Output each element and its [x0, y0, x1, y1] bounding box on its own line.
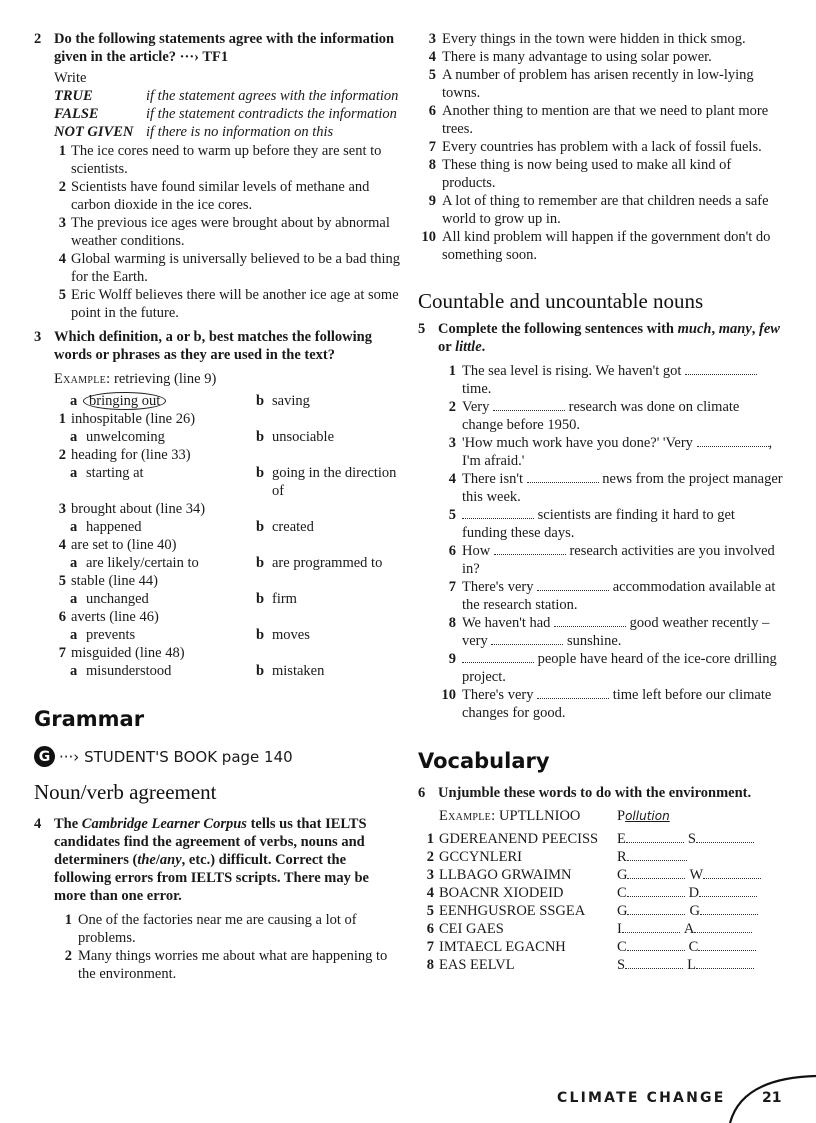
option-a: a are likely/certain to — [70, 555, 199, 571]
statement-item: 2 Scientists have found similar levels of methane and carbon dioxide in the ice cores. — [58, 179, 370, 213]
students-book-reference: G ···› STUDENT'S BOOK page 140 — [34, 746, 404, 767]
q4-prompt-text: The Cambridge Learner Corpus tells us that IELTS candidates find the agreement of verbs, nouns and determiners (the/any, etc.) difficult. Correct the following errors from IELTS scripts. There may be more than one error. — [54, 816, 369, 904]
fill-in-sentence: 7 There's very accommodation available at the research station. — [448, 579, 776, 613]
answer-blank — [494, 542, 566, 555]
answer-blank — [699, 884, 757, 897]
circled-answer: bringing out — [83, 392, 166, 410]
answer-blank — [627, 938, 685, 951]
answer-blanks: C C — [617, 938, 783, 956]
jumbled-word-item: 1 GDEREANEND PEECISS E S — [422, 830, 783, 848]
answer-blank — [537, 686, 609, 699]
answer-blanks: C D — [617, 884, 783, 902]
definition-item: 6 averts (line 46) a prevents b moves — [54, 608, 404, 644]
definition-term: TRUE — [54, 88, 93, 104]
answer-blank — [554, 614, 626, 627]
answer-blanks: G G — [617, 902, 783, 920]
jumbled-word-item: 6 CEI GAES I A — [422, 920, 783, 938]
answer-blank — [697, 434, 769, 447]
q4-items-left — [34, 911, 404, 983]
jumbled-word-item: 8 EAS EELVL S L — [422, 956, 783, 974]
option-b: b moves — [256, 627, 310, 643]
answer-blank — [625, 956, 683, 969]
answer-blank — [694, 920, 752, 933]
error-sentence: 4 There is many advantage to using solar power. — [428, 49, 712, 65]
q2-prompt — [34, 30, 404, 66]
q3-prompt-text: Which definition, a or b, best matches the following words or phrases as they are used in the text? — [54, 329, 372, 363]
option-b: b are programmed to — [256, 555, 383, 571]
definition-item: 7 misguided (line 48) a misunderstood b mistaken — [54, 644, 404, 680]
q3-number: 3 — [34, 329, 42, 345]
error-sentence: 9 A lot of thing to remember are that children needs a safe world to grow up in. — [428, 193, 769, 227]
page-number: 21 — [762, 1090, 782, 1106]
fill-in-sentence: 10 There's very time left before our climate changes for good. — [441, 687, 772, 721]
statement-item: 1 The ice cores need to warm up before they are sent to scientists. — [58, 143, 382, 177]
answer-blank — [627, 848, 687, 861]
q6-prompt: 6 Unjumble these words to do with the environment. — [418, 785, 752, 801]
jumbled-word-item: 5 EENHGUSROE SSGEA G G — [422, 902, 783, 920]
fill-in-sentence: 2 Very research was done on climate change before 1950. — [448, 399, 740, 433]
definition-term: NOT GIVEN — [54, 124, 134, 140]
q6-example: Example: UPTLLNIOO Pollution — [418, 807, 783, 825]
answer-blank — [462, 506, 534, 519]
answer-blank — [493, 398, 565, 411]
option-a: a happened — [70, 519, 142, 535]
q3-example-options — [34, 392, 404, 410]
left-column — [34, 30, 404, 983]
fill-in-sentence: 6 How research activities are you involved in? — [448, 543, 775, 577]
fill-in-sentence: 1 The sea level is rising. We haven't got time. — [438, 362, 783, 398]
option-b: b unsociable — [256, 429, 335, 445]
answer-blank — [627, 866, 685, 879]
fill-in-sentence: 3 'How much work have you done?' 'Very , I'm afraid.' — [448, 435, 773, 469]
q2-definitions — [34, 87, 404, 141]
footer-chapter-title: CLIMATE CHANGE — [557, 1090, 726, 1106]
answer-blanks: G W — [617, 866, 783, 884]
option-a: a prevents — [70, 627, 136, 643]
answer-blanks: E S — [617, 830, 783, 848]
answer-blank — [622, 920, 680, 933]
jumbled-word-item: 7 IMTAECL EGACNH C C — [422, 938, 783, 956]
example-option-b: b saving — [256, 393, 310, 409]
answer-blank — [627, 884, 685, 897]
error-sentence: 3 Every things in the town were hidden in thick smog. — [428, 31, 746, 47]
definition-item: 1 inhospitable (line 26) a unwelcoming b unsociable — [54, 410, 404, 446]
q2-items — [34, 142, 404, 322]
jumbled-word-item: 2 GCCYNLERI R — [422, 848, 783, 866]
q4-items-right — [418, 30, 783, 264]
option-a: a starting at — [70, 465, 144, 481]
q2-prompt-text: Do the following statements agree with the information given in the article? ···› TF1 — [54, 31, 395, 65]
example-word: retrieving (line 9) — [114, 371, 217, 387]
vocabulary-heading: Vocabulary — [418, 749, 550, 773]
jumbled-word-item: 3 LLBAGO GRWAIMN G W — [422, 866, 783, 884]
answer-blank — [537, 578, 609, 591]
answer-blanks: I A — [617, 920, 783, 938]
answer-blank — [696, 830, 754, 843]
countable-heading: Countable and uncountable nouns — [418, 289, 704, 313]
noun-verb-heading: Noun/verb agreement — [34, 780, 217, 804]
q5-number: 5 — [418, 321, 426, 337]
example-label: Example: — [54, 371, 111, 387]
error-sentence: 2 Many things worries me about what are happening to the environment. — [64, 948, 388, 982]
q6-items — [418, 830, 783, 974]
option-b: b firm — [256, 591, 297, 607]
page-footer — [540, 1070, 816, 1123]
q2-number: 2 — [34, 31, 42, 47]
grammar-badge-icon: G — [34, 746, 55, 767]
fill-in-sentence: 4 There isn't news from the project manager this week. — [448, 471, 783, 505]
answer-blank — [462, 650, 534, 663]
statement-item: 3 The previous ice ages were brought about by abnormal weather conditions. — [58, 215, 390, 249]
error-sentence: 10 All kind problem will happen if the government don't do something soon. — [421, 229, 771, 263]
definition-item: 2 heading for (line 33) a starting at b going in the direction of — [54, 446, 404, 500]
answer-blank — [626, 830, 684, 843]
q5-prompt: 5 Complete the following sentences with much, many, few or little. — [418, 321, 780, 355]
example-option-a: a bringing out — [70, 392, 256, 410]
definition-text: if there is no information on this — [146, 124, 334, 140]
error-sentence: 8 These thing is now being used to make all kind of products. — [428, 157, 732, 191]
option-b: b created — [256, 519, 314, 535]
fill-in-sentence: 9 people have heard of the ice-core drilling project. — [448, 651, 777, 685]
error-sentence: 5 A number of problem has arisen recently in low-lying towns. — [428, 67, 754, 101]
answer-blank — [696, 956, 754, 969]
error-sentence: 6 Another thing to mention are that we need to plant more trees. — [428, 103, 769, 137]
right-column — [418, 30, 783, 974]
error-sentence: 1 One of the factories near me are causing a lot of problems. — [64, 912, 357, 946]
fill-in-sentence: 8 We haven't had good weather recently – very sunshine. — [448, 615, 770, 649]
fill-in-sentence: 5 scientists are finding it hard to get funding these days. — [448, 507, 735, 541]
answer-blank — [627, 902, 685, 915]
q3-prompt — [34, 328, 404, 364]
definition-item: 4 are set to (line 40) a are likely/certain to b are programmed to — [54, 536, 404, 572]
statement-item: 5 Eric Wolff believes there will be another ice age at some point in the future. — [58, 287, 399, 321]
option-a: a unchanged — [70, 591, 149, 607]
grammar-heading: Grammar — [34, 707, 145, 731]
q4-number: 4 — [34, 816, 42, 832]
answer-blank — [527, 470, 599, 483]
answer-blank — [685, 362, 757, 375]
definition-text: if the statement contradicts the information — [146, 106, 397, 122]
handwritten-answer: ollution — [625, 809, 670, 823]
statement-item: 4 Global warming is universally believed to be a bad thing for the Earth. — [58, 251, 400, 285]
jumbled-word-item: 4 BOACNR XIODEID C D — [422, 884, 783, 902]
definition-item: 3 brought about (line 34) a happened b created — [54, 500, 404, 536]
error-sentence: 7 Every countries has problem with a lack of fossil fuels. — [428, 139, 762, 155]
q2-write: Write — [54, 70, 87, 86]
definition-item: 5 stable (line 44) a unchanged b firm — [54, 572, 404, 608]
q5-items — [418, 362, 783, 722]
definition-term: FALSE — [54, 106, 99, 122]
option-a: a misunderstood — [70, 663, 172, 679]
option-b: b mistaken — [256, 663, 325, 679]
q3-example — [34, 370, 404, 388]
answer-blank — [703, 866, 761, 879]
option-a: a unwelcoming — [70, 429, 165, 445]
q6-number: 6 — [418, 785, 426, 801]
example-answer: Pollution — [617, 808, 670, 824]
answer-blank — [700, 902, 758, 915]
q4-prompt — [34, 815, 404, 905]
answer-blanks: S L — [617, 956, 783, 974]
option-b: b going in the direction of — [256, 465, 397, 499]
answer-blanks: R — [617, 848, 783, 866]
answer-blank — [698, 938, 756, 951]
q3-items — [34, 410, 404, 680]
answer-blank — [491, 632, 563, 645]
definition-text: if the statement agrees with the information — [146, 88, 399, 104]
